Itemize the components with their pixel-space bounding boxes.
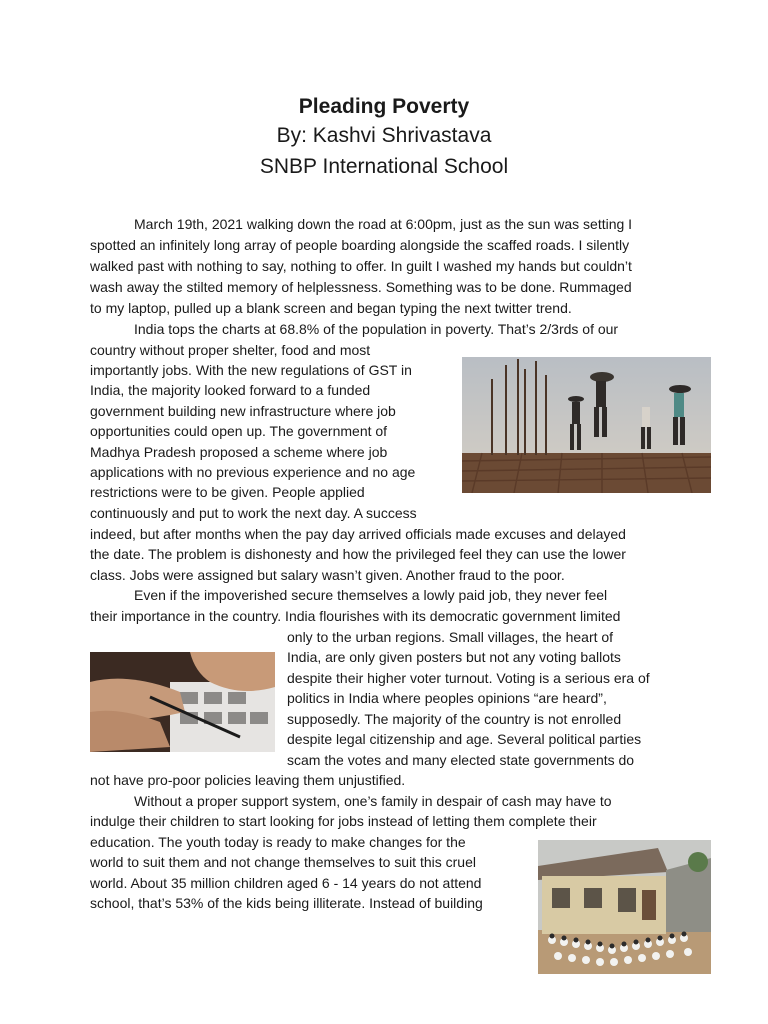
body-line: importantly jobs. With the new regulations of GST in <box>90 362 412 378</box>
body-line: Madhya Pradesh proposed a scheme where job <box>90 444 388 460</box>
body-line: indeed, but after months when the pay day arrived officials made excuses and delayed <box>90 526 626 542</box>
body-line: government building new infrastructure where job <box>90 403 396 419</box>
body-line: world. About 35 million children aged 6 - 14 years do not attend <box>90 875 482 891</box>
body-line: restrictions were to be given. People applied <box>90 484 365 500</box>
body-line: the date. The problem is dishonesty and how the privileged feel they can use the lower <box>90 546 626 562</box>
body-line: despite their higher voter turnout. Voting is a serious era of <box>287 670 650 686</box>
body-line: education. The youth today is ready to make changes for the <box>90 834 466 850</box>
author-line: By: Kashvi Shrivastava <box>276 124 492 147</box>
school-line: SNBP International School <box>259 155 509 178</box>
body-line: class. Jobs were assigned but salary wasn’t given. Another fraud to the poor. <box>90 567 565 583</box>
body-line: wash away the stilted memory of helplessness. Something was to be done. Rummaged <box>90 279 632 295</box>
body-line: their importance in the country. India flourishes with its democratic government limited <box>90 608 621 624</box>
body-line: scam the votes and many elected state governments do <box>287 752 635 768</box>
document-title: Pleading Poverty <box>298 95 470 118</box>
body-line: March 19th, 2021 walking down the road at 6:00pm, just as the sun was setting I <box>134 216 633 232</box>
body-line: not have pro-poor policies leaving them unjustified. <box>90 772 406 788</box>
village-school-children-photo <box>538 840 711 974</box>
body-line: opportunities could open up. The government of <box>90 423 388 439</box>
body-line: applications with no previous experience and no age <box>90 464 416 480</box>
body-line: spotted an infinitely long array of people boarding alongside the scaffed roads. I silently <box>90 237 630 253</box>
voting-ink-finger-photo <box>90 652 275 752</box>
body-line: India, are only given posters but not any voting ballots <box>287 649 621 665</box>
body-line: politics in India where peoples opinions “are heard”, <box>287 690 607 706</box>
body-line: supposedly. The majority of the country is not enrolled <box>287 711 622 727</box>
body-line: despite legal citizenship and age. Several political parties <box>287 731 642 747</box>
body-line: walked past with nothing to say, nothing to offer. In guilt I washed my hands but couldn’t <box>90 258 632 274</box>
body-line: Without a proper support system, one’s family in despair of cash may have to <box>134 793 612 809</box>
body-line: continuously and put to work the next day. A success <box>90 505 417 521</box>
body-line: India, the majority looked forward to a funded <box>90 382 371 398</box>
construction-workers-photo <box>462 357 711 493</box>
body-line: school, that’s 53% of the kids being illiterate. Instead of building <box>90 895 483 911</box>
body-line: India tops the charts at 68.8% of the population in poverty. That’s 2/3rds of our <box>134 321 619 337</box>
body-line: country without proper shelter, food and most <box>90 342 371 358</box>
body-line: world to suit them and not change themselves to suit this cruel <box>90 854 476 870</box>
body-line: Even if the impoverished secure themselves a lowly paid job, they never feel <box>134 587 608 603</box>
body-line: indulge their children to start looking for jobs instead of letting them complete their <box>90 813 597 829</box>
body-line: only to the urban regions. Small villages, the heart of <box>287 629 614 645</box>
body-line: to my laptop, pulled up a blank screen and began typing the next twitter trend. <box>90 300 572 316</box>
